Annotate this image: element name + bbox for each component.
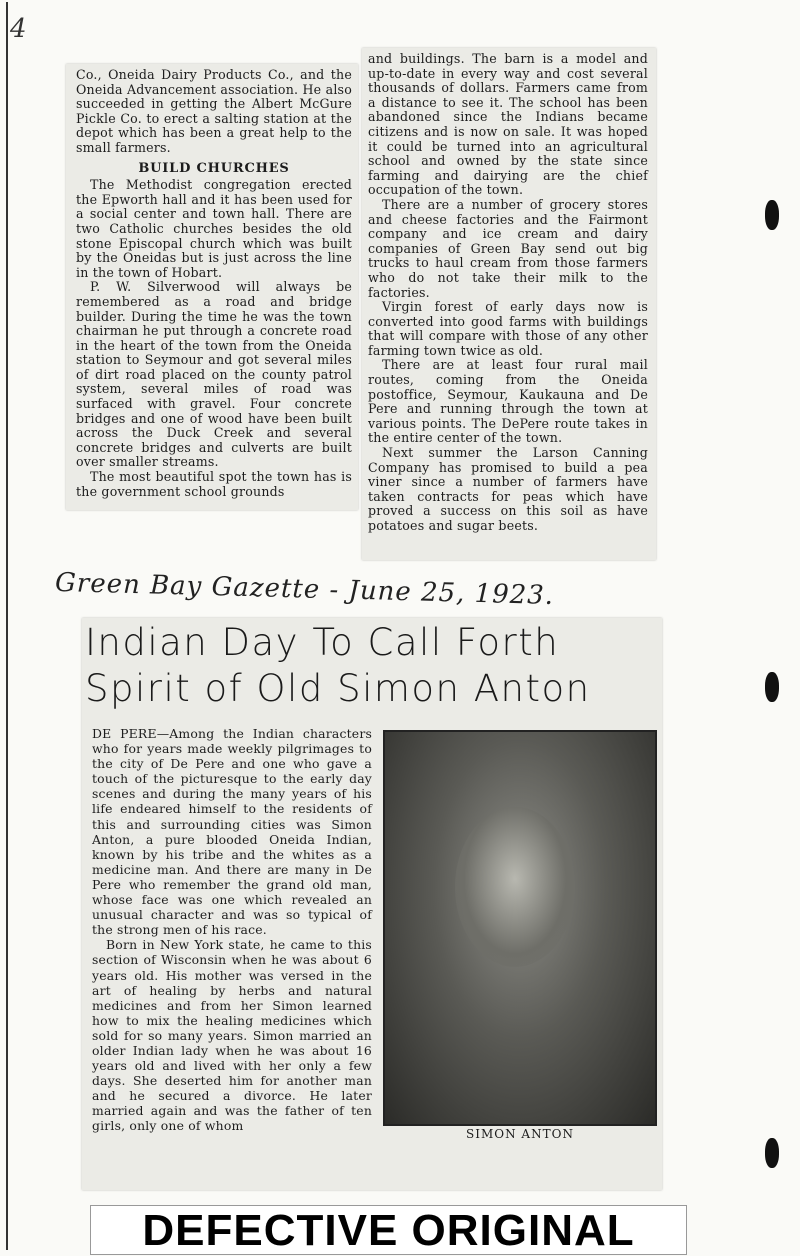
binder-hole <box>765 200 779 230</box>
section-heading: BUILD CHURCHES <box>138 160 290 176</box>
binder-hole <box>765 672 779 702</box>
page-number: 4 <box>10 14 27 44</box>
article-column <box>92 726 372 1134</box>
paragraph: The Methodist congregation erected the Epworth hall and it has been used for a social center and town hall. There are two Catholic churches besides the old stone Episcopal church which was built by the Oneidas but is just across the line in the town of Hobart. <box>76 177 352 280</box>
headline-line-2: Spirit of Old Simon Anton <box>85 667 591 710</box>
paragraph: Next summer the Larson Canning Company has promised to build a pea viner since a number of farmers have taken contracts for peas which have proved a success on this soil as have potatoes and sugar beets. <box>368 445 648 533</box>
article-headline <box>85 620 660 712</box>
top-left-column <box>76 68 352 499</box>
paragraph: Virgin forest of early days now is converted into good farms with buildings that will compare with those of any other farming town twice as old. <box>368 299 648 358</box>
paragraph: P. W. Silverwood will always be remembered as a road and bridge builder. During the time he was the town chairman he put through a concrete road in the heart of the town from the Oneida station to Seymour and got several miles of dirt road placed on the county patrol system, several miles of road was surfaced with gravel. Four concrete bridges and one of wood have been built across the Duck Creek and several concrete bridges and culverts are built over smaller streams. <box>76 279 352 470</box>
paragraph: The most beautiful spot the town has is the government school grounds <box>76 469 352 499</box>
portrait-face <box>455 807 575 967</box>
top-right-column <box>368 52 648 534</box>
paragraph: There are at least four rural mail routes, coming from the Oneida postoffice, Seymour, Kaukauna and De Pere and running through the town at various points. The DePere route takes in the entire center of the town. <box>368 357 648 446</box>
headline-line-1: Indian Day To Call Forth <box>85 621 560 664</box>
paragraph: There are a number of grocery stores and cheese factories and the Fairmont company and ice cream and dairy companies of Green Bay send out big trucks to haul cream from those farmers who do not take their milk to the factories. <box>368 196 648 300</box>
paragraph: Co., Oneida Dairy Products Co., and the Oneida Advancement association. He also succeeded in getting the Albert McGure Pickle Co. to erect a salting station at the depot which has been a great help to the small farmers. <box>76 67 352 155</box>
defective-original-stamp: DEFECTIVE ORIGINAL <box>90 1205 687 1255</box>
binder-hole <box>765 1138 779 1168</box>
portrait-photo <box>383 730 657 1126</box>
paragraph: Born in New York state, he came to this section of Wisconsin when he was about 6 years old. His mother was versed in the art of healing by herbs and natural medicines and from her Simon learned how to mix the healing medicines which sold for so many years. Simon married an older Indian lady when he was about 16 years old and lived with her only a few days. She deserted him for another man and he secured a divorce. He later married again and was the father of ten girls, only one of whom <box>92 937 372 1134</box>
paragraph: and buildings. The barn is a model and up-to-date in every way and cost several thousands of dollars. Farmers came from a distance to see it. The school has been abandoned since the Indians became citizens and is now on sale. It was hoped it could be turned into an agricultural school and owned by the state since farming and dairying are the chief occupation of the town. <box>368 51 648 198</box>
handwritten-source-note: Green Bay Gazette - June 25, 1923. <box>54 567 555 611</box>
photo-caption: SIMON ANTON <box>466 1127 574 1141</box>
paragraph: DE PERE—Among the Indian characters who for years made weekly pilgrimages to the city of De Pere and one who gave a touch of the picturesque to the early day scenes and during the many years of his life endeared himself to the residents of this and surrounding cities was Simon Anton, a pure blooded Oneida Indian, known by his tribe and the whites as a medicine man. And there are many in De Pere who remember the grand old man, whose face was one which revealed an unusual character and was so typical of the strong men of his race. <box>92 726 372 938</box>
